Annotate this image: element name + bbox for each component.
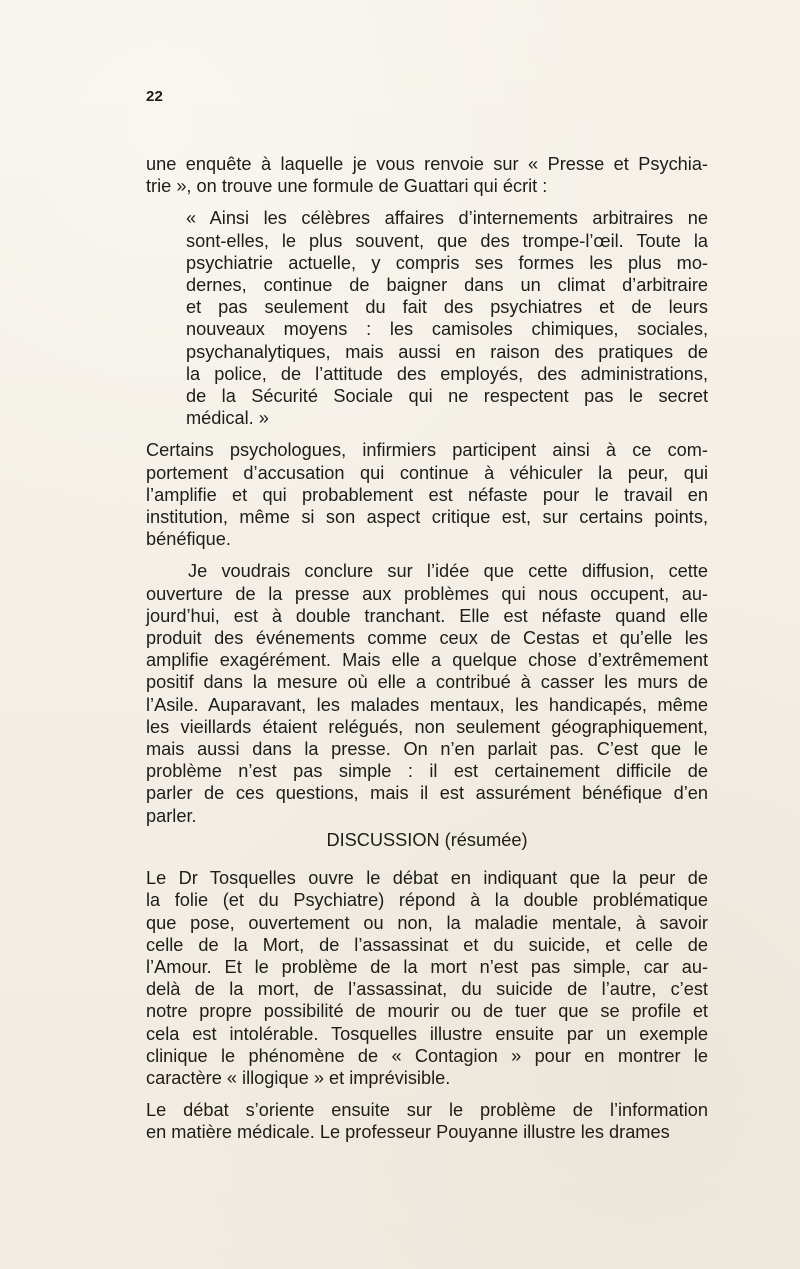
quotation-line: et pas seulement du fait des psychiatres et de leurs	[186, 297, 708, 318]
quotation-line: sont-elles, le plus souvent, que des trompe-l’œil. Toute la	[186, 230, 708, 251]
paragraph-line: en matière médicale. Le professeur Pouyanne illustre les drames	[146, 1122, 670, 1143]
paragraph-line: caractère « illogique » et imprévisible.	[146, 1067, 451, 1088]
paragraph-line: celle de la Mort, de l’assassinat et du suicide, et celle de	[146, 934, 708, 955]
paragraph-line: parler de ces questions, mais il est assurément bénéfique d’en	[146, 783, 708, 804]
paragraph-line: l’Amour. Et le problème de la mort n’est pas simple, car au-	[146, 956, 708, 977]
quotation-line: dernes, continue de baigner dans un climat d’arbitraire	[186, 275, 708, 296]
quotation-line: médical. »	[186, 408, 269, 429]
page-body	[146, 153, 708, 1144]
paragraph-line: mais aussi dans la presse. On n’en parlait pas. C’est que le	[146, 739, 708, 760]
paragraph-7	[146, 1099, 708, 1143]
paragraph-line: une enquête à laquelle je vous renvoie sur « Presse et Psychia-	[146, 154, 708, 174]
paragraph-line: que pose, ouvertement ou non, la maladie mentale, à savoir	[146, 912, 708, 933]
paragraph-line: problème n’est pas simple : il est certainement difficile de	[146, 761, 708, 782]
paragraph-6	[146, 867, 708, 1089]
paragraph-line: l’amplifie et qui probablement est néfaste pour le travail en	[146, 484, 708, 505]
paragraph-line: bénéfique.	[146, 529, 231, 550]
paragraph-line: notre propre possibilité de mourir ou de tuer que se profile et	[146, 1001, 708, 1022]
paragraph-line: trie », on trouve une formule de Guattari qui écrit :	[146, 176, 548, 197]
paragraph-line: l’Asile. Auparavant, les malades mentaux, les handicapés, même	[146, 694, 708, 715]
paragraph-line: delà de la mort, de l’assassinat, du suicide de l’autre, c’est	[146, 979, 708, 1000]
quotation-line: la police, de l’attitude des employés, des administrations,	[186, 363, 708, 384]
section-heading: DISCUSSION (résumée)	[326, 829, 528, 850]
paragraph-line: institution, même si son aspect critique est, sur certains points,	[146, 507, 708, 528]
quotation-line: nouveaux moyens : les camisoles chimiques, sociales,	[186, 319, 708, 340]
paragraph-line: jourd’hui, est à double tranchant. Elle est néfaste quand elle	[146, 605, 708, 626]
quotation-line: psychanalytiques, mais aussi en raison des pratiques de	[186, 341, 708, 362]
paragraph-line: la folie (et du Psychiatre) répond à la double problématique	[146, 890, 708, 911]
paragraph-line: positif dans la mesure où elle a contribué à casser les murs de	[146, 672, 708, 693]
quotation	[186, 207, 708, 429]
paragraph-line: Certains psychologues, infirmiers participent ainsi à ce com-	[146, 440, 708, 461]
paragraph-line: clinique le phénomène de « Contagion » pour en montrer le	[146, 1045, 708, 1066]
paragraph-1	[146, 153, 708, 197]
quotation-line: psychiatrie actuelle, y compris ses formes les plus mo-	[186, 252, 708, 273]
quotation-line: de la Sécurité Sociale qui ne respectent pas le secret	[186, 386, 708, 407]
paragraph-line: ouverture de la presse aux problèmes qui nous occupent, au-	[146, 583, 708, 604]
paragraph-line: Le débat s’oriente ensuite sur le problème de l’information	[146, 1100, 708, 1121]
page-number: 22	[146, 88, 164, 105]
paragraph-line: produit des événements comme ceux de Cestas et qu’elle les	[146, 628, 708, 649]
paragraph-line: amplifie exagérément. Mais elle a quelque chose d’extrêmement	[146, 650, 708, 671]
quotation-line: « Ainsi les célèbres affaires d’internements arbitraires ne	[186, 208, 708, 229]
paragraph-line: portement d’accusation qui continue à véhiculer la peur, qui	[146, 462, 708, 483]
paragraph-line: Le Dr Tosquelles ouvre le débat en indiquant que la peur de	[146, 868, 708, 889]
paragraph-line: parler.	[146, 805, 197, 826]
paragraph-line: Je voudrais conclure sur l’idée que cette diffusion, cette	[188, 561, 708, 582]
paragraph-line: cela est intolérable. Tosquelles illustre ensuite par un exemple	[146, 1023, 708, 1044]
paragraph-3	[146, 439, 708, 550]
paragraph-line: les vieillards étaient relégués, non seulement géographiquement,	[146, 716, 708, 737]
paragraph-4	[146, 560, 708, 826]
